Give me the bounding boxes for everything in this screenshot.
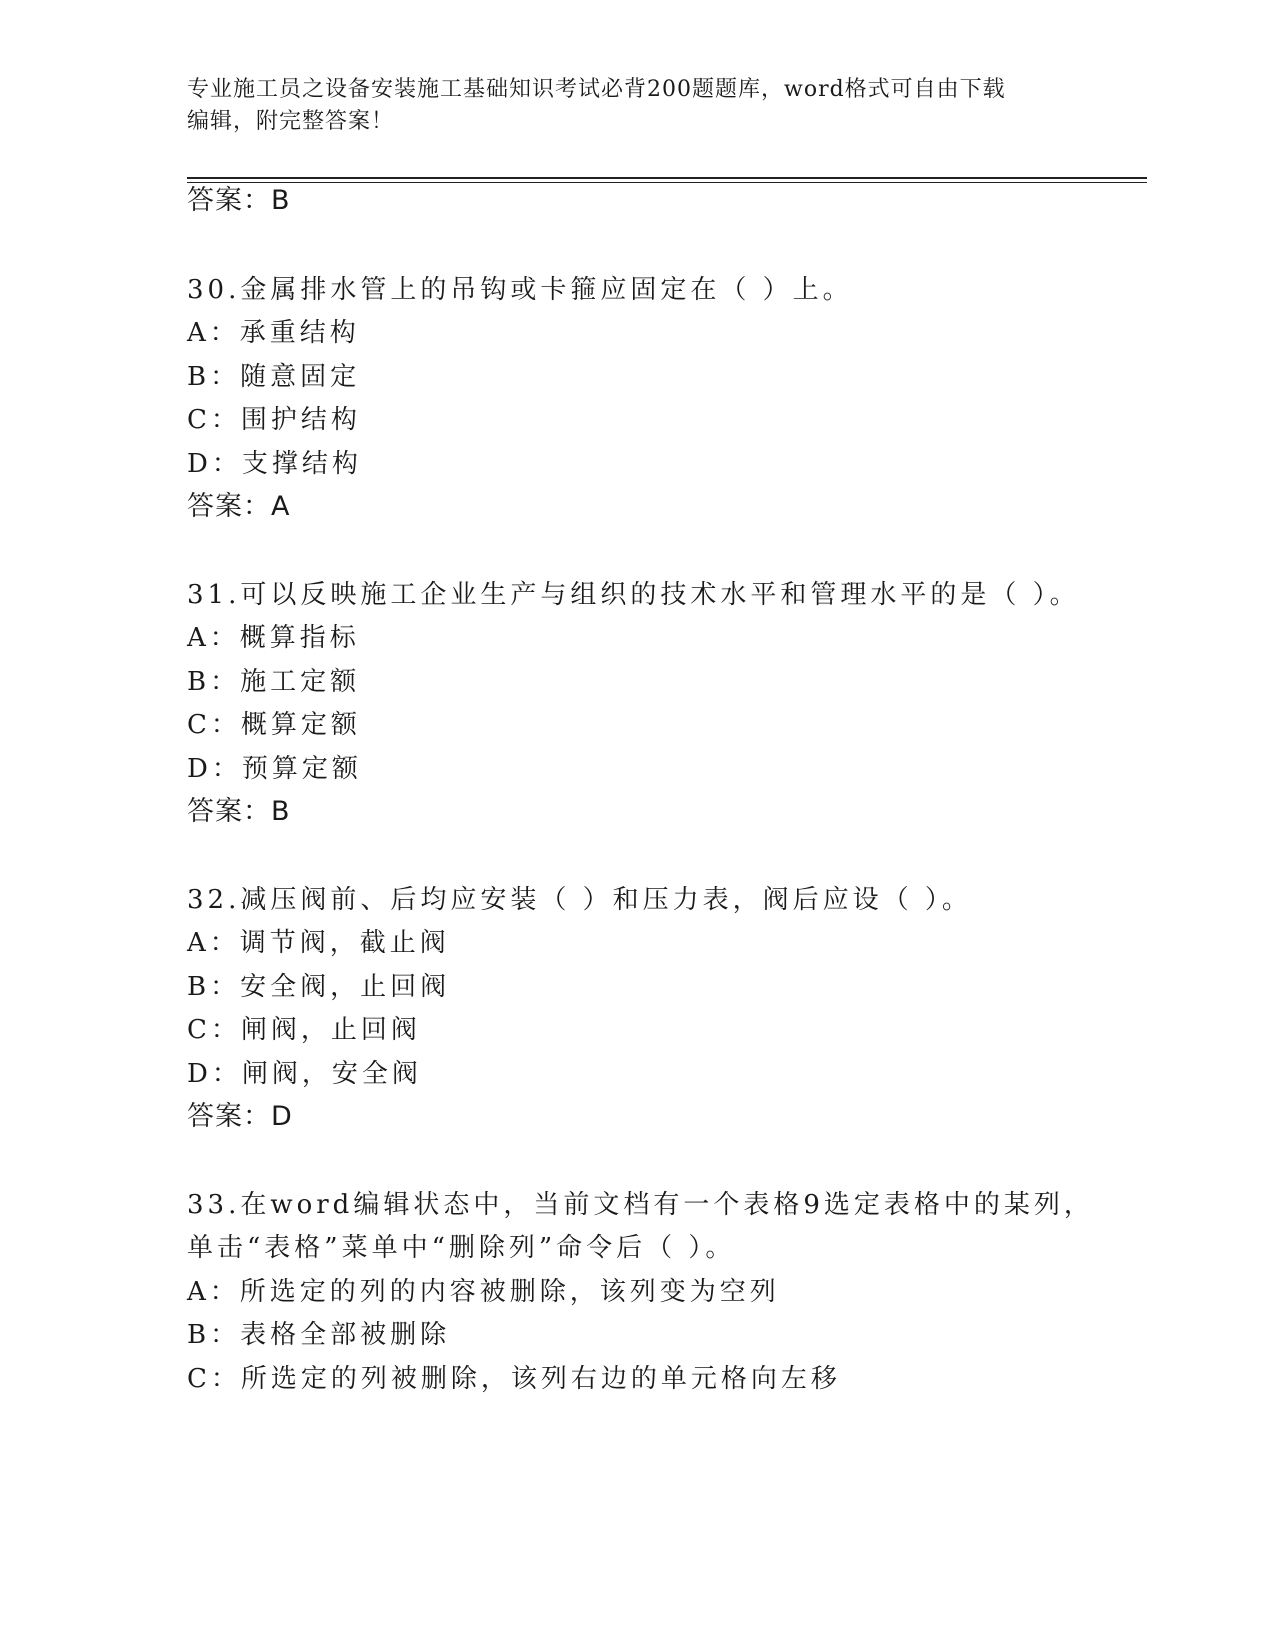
question-30-option-a: A：承重结构 <box>187 318 360 348</box>
question-33-option-c: C：所选定的列被删除，该列右边的单元格向左移 <box>187 1364 841 1394</box>
question-30-option-d: D：支撑结构 <box>187 449 362 479</box>
question-31-option-c: C：概算定额 <box>187 710 361 740</box>
answer-previous: 答案：B <box>187 185 291 216</box>
header-title-line-1: 专业施工员之设备安装施工基础知识考试必背200题题库，word格式可自由下载 <box>187 77 1006 102</box>
question-30-option-c: C：围护结构 <box>187 405 361 435</box>
header-divider-thick <box>187 177 1147 179</box>
question-32-option-c: C：闸阀，止回阀 <box>187 1015 421 1045</box>
question-30-stem: 30.金属排水管上的吊钩或卡箍应固定在（ ）上。 <box>187 275 853 305</box>
question-31-option-d: D：预算定额 <box>187 754 362 784</box>
header-divider-thin <box>187 182 1147 183</box>
question-33-option-b: B：表格全部被删除 <box>187 1320 451 1350</box>
question-31-stem: 31.可以反映施工企业生产与组织的技术水平和管理水平的是（ ）。 <box>187 580 1080 610</box>
question-33-stem: 33.在word编辑状态中，当前文档有一个表格9选定表格中的某列， <box>187 1190 1094 1220</box>
question-32-option-d: D：闸阀，安全阀 <box>187 1059 422 1089</box>
question-33-stem-continued: 单击“表格”菜单中“删除列”命令后（ ）。 <box>187 1233 736 1263</box>
question-33-option-a: A：所选定的列的内容被删除，该列变为空列 <box>187 1277 780 1307</box>
question-32-stem: 32.减压阀前、后均应安装（ ）和压力表，阀后应设（ ）。 <box>187 885 972 915</box>
question-30-answer: 答案：A <box>187 491 291 522</box>
question-32-option-b: B：安全阀，止回阀 <box>187 972 451 1002</box>
document-header <box>187 74 1067 138</box>
question-30-option-b: B：随意固定 <box>187 362 361 392</box>
question-32-option-a: A：调节阀，截止阀 <box>187 928 450 958</box>
question-31-option-b: B：施工定额 <box>187 667 361 697</box>
question-32-answer: 答案：D <box>187 1101 293 1132</box>
question-31-option-a: A：概算指标 <box>187 623 360 653</box>
header-title-line-2: 编辑，附完整答案！ <box>187 109 395 134</box>
question-31-answer: 答案：B <box>187 796 291 827</box>
